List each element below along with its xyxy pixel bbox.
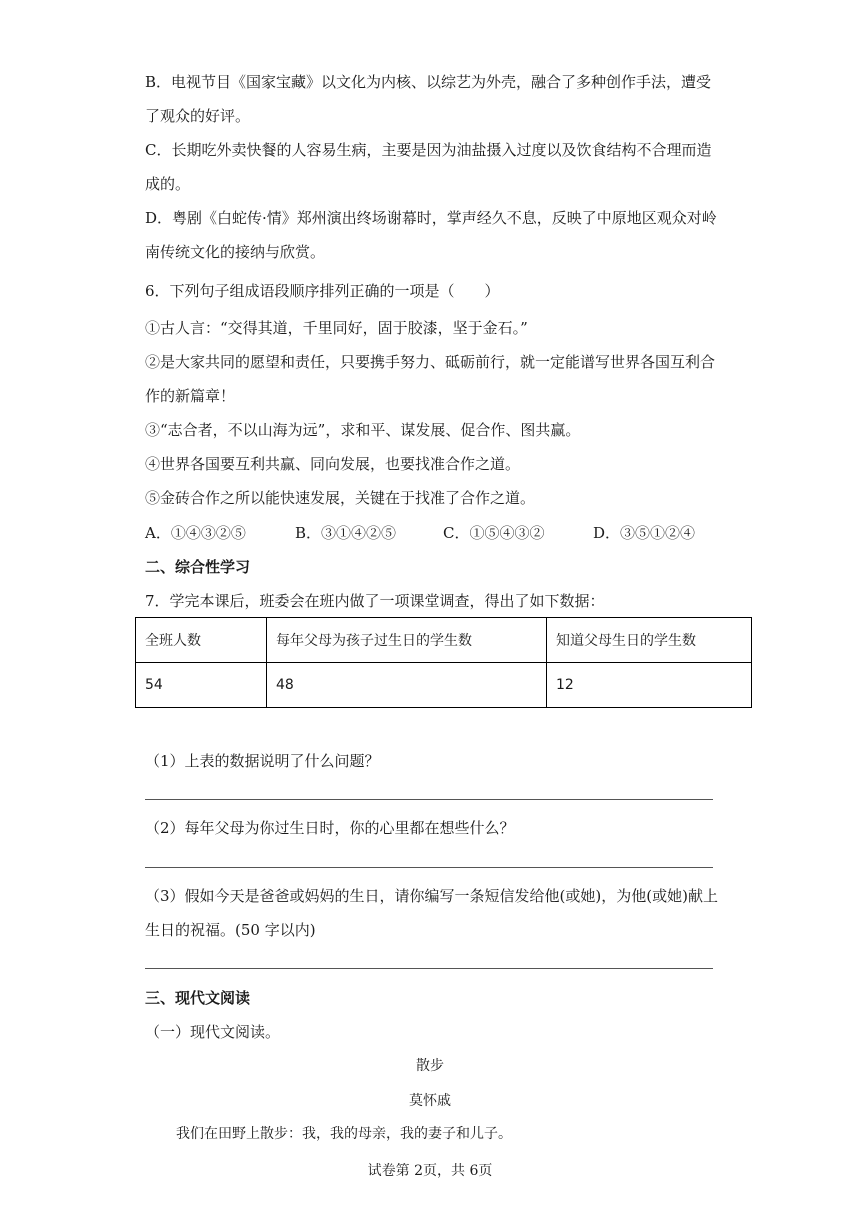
question-7-stem: 7．学完本课后，班委会在班内做了一项课堂调查，得出了如下数据：: [145, 592, 605, 610]
sentence-2-line1: ②是大家共同的愿望和责任，只要携手努力、砥砺前行，就一定能谱写世界各国互利合: [145, 353, 716, 371]
answer-line-3[interactable]: [145, 968, 713, 969]
table-row: [136, 663, 752, 708]
sub-question-2: （2）每年父母为你过生日时，你的心里都在想些什么？: [145, 819, 515, 837]
answer-line-1[interactable]: [145, 799, 713, 800]
option-c: C．①⑤④③②: [443, 524, 545, 542]
option-b-line2: 了观众的好评。: [145, 107, 251, 125]
option-d-line1: D．粤剧《白蛇传·情》郑州演出终场谢幕时，掌声经久不息，反映了中原地区观众对岭: [145, 209, 717, 227]
survey-table: [135, 617, 752, 708]
option-c-line1: C．长期吃外卖快餐的人容易生病，主要是因为油盐摄入过度以及饮食结构不合理而造: [145, 141, 712, 159]
sub-question-1: （1）上表的数据说明了什么问题？: [145, 752, 380, 770]
section-3-title: 三、现代文阅读: [145, 989, 251, 1007]
sub-question-3-line2: 生日的祝福。(50 字以内): [145, 921, 316, 939]
table-header-cell: 全班人数: [136, 618, 267, 663]
sentence-1: ①古人言：“交得其道，千里同好，固于胶漆，坚于金石。”: [145, 319, 528, 337]
sub-question-3-line1: （3）假如今天是爸爸或妈妈的生日，请你编写一条短信发给他(或她)，为他(或她)献上: [145, 887, 718, 905]
answer-line-2[interactable]: [145, 867, 713, 868]
sentence-2-line2: 作的新篇章！: [145, 387, 236, 405]
option-a: A．①④③②⑤: [145, 524, 246, 542]
question-6-stem: 6．下列句子组成语段顺序排列正确的一项是（ ）: [145, 282, 500, 300]
question-6-options: [145, 522, 745, 542]
table-header-cell: 知道父母生日的学生数: [547, 618, 752, 663]
table-cell: 12: [547, 663, 752, 708]
article-title: 散步: [416, 1058, 444, 1074]
option-d-line2: 南传统文化的接纳与欣赏。: [145, 243, 326, 261]
table-cell: 54: [136, 663, 267, 708]
section-2-title: 二、综合性学习: [145, 558, 251, 576]
option-b-line1: B．电视节目《国家宝藏》以文化为内核、以综艺为外壳，融合了多种创作手法，遭受: [145, 73, 712, 91]
page-footer: 试卷第 2页，共 6页: [367, 1163, 493, 1179]
table-cell: 48: [267, 663, 547, 708]
sentence-4: ④世界各国要互利共赢、同向发展，也要找准合作之道。: [145, 455, 521, 473]
table-header-cell: 每年父母为孩子过生日的学生数: [267, 618, 547, 663]
option-b: B．③①④②⑤: [295, 524, 397, 542]
article-first-line: 我们在田野上散步：我，我的母亲，我的妻子和儿子。: [176, 1126, 512, 1142]
table-header-row: [136, 618, 752, 663]
article-author: 莫怀戚: [409, 1093, 451, 1109]
option-d: D．③⑤①②④: [593, 524, 696, 542]
reading-part-label: （一）现代文阅读。: [145, 1023, 281, 1041]
sentence-5: ⑤金砖合作之所以能快速发展，关键在于找准了合作之道。: [145, 489, 536, 507]
sentence-3: ③“志合者，不以山海为远”，求和平、谋发展、促合作、图共赢。: [145, 421, 581, 439]
option-c-line2: 成的。: [145, 175, 191, 193]
